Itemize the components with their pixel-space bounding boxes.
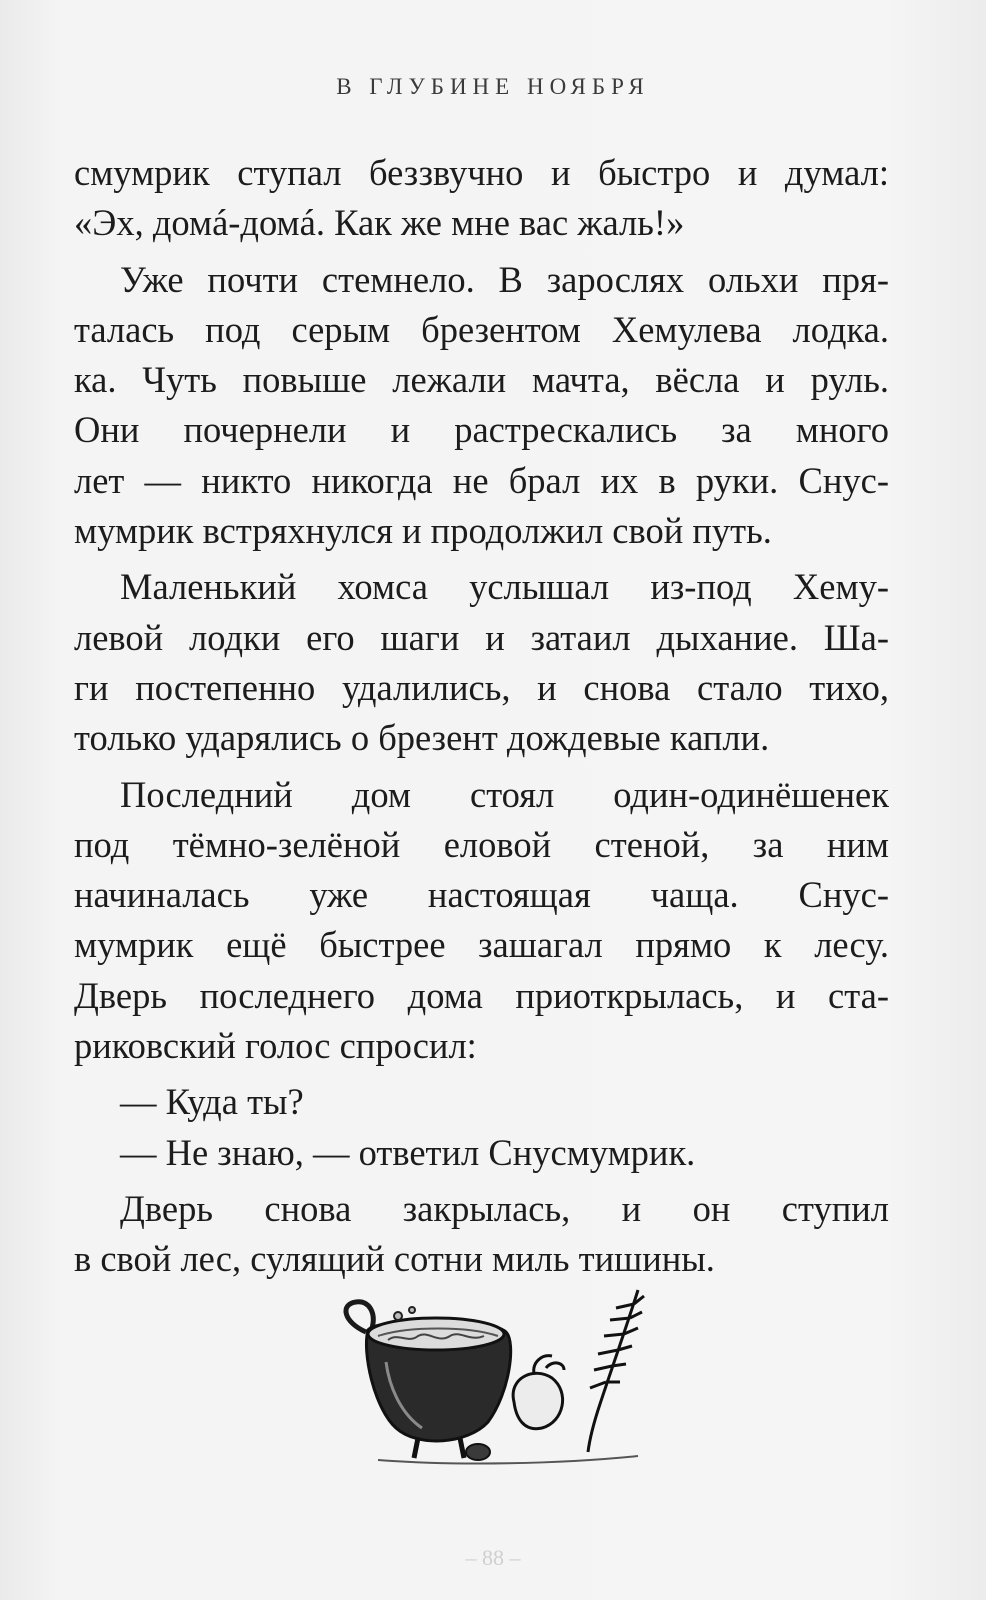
page-number: – 88 – xyxy=(465,1545,521,1570)
text-line: риковский голос спросил: xyxy=(74,1025,477,1067)
text-line: лет — никто никогда не брал их в руки. Снус- xyxy=(74,459,889,501)
text-line: Дверь последнего дома приоткрылась, и ста- xyxy=(74,974,889,1016)
text-line: Дверь снова закрылась, и он ступил xyxy=(120,1187,889,1229)
text-line: смумрик ступал беззвучно и быстро и думал: xyxy=(74,152,889,193)
running-head: В ГЛУБИНЕ НОЯБРЯ xyxy=(336,74,650,99)
text-line: левой лодки его шаги и затаил дыхание. Ша- xyxy=(74,616,889,658)
text-line: под тёмно-зелёной еловой стеной, за ним xyxy=(74,823,889,865)
text-line: «Эх, домá-домá. Как же мне вас жаль!» xyxy=(74,202,685,244)
text-line: талась под серым брезентом Хемулева лодка. xyxy=(74,308,889,350)
text-line: ка. Чуть повыше лежали мачта, вёсла и руль. xyxy=(74,359,889,401)
dialogue-line: — Не знаю, — ответил Снусмумрик. xyxy=(120,1131,696,1173)
dialogue-line: — Куда ты? xyxy=(120,1081,304,1123)
text-line: мумрик встряхнулся и продолжил свой путь. xyxy=(74,510,772,552)
body-text xyxy=(74,148,889,1285)
text-line: Уже почти стемнело. В зарослях ольхи пря- xyxy=(120,258,889,300)
text-line: Последний дом стоял один-одинёшенек xyxy=(120,773,889,815)
cooking-pot-and-fern-icon xyxy=(338,1282,668,1470)
text-line: Маленький хомса услышал из-под Хему- xyxy=(120,566,889,608)
text-line: ги постепенно удалились, и снова стало тихо, xyxy=(74,666,889,708)
text-line: начиналась уже настоящая чаща. Снус- xyxy=(74,874,889,916)
text-line: в свой лес, сулящий сотни миль тишины. xyxy=(74,1238,715,1280)
text-line: мумрик ещё быстрее зашагал прямо к лесу. xyxy=(74,924,889,966)
text-line: только ударялись о брезент дождевые капли. xyxy=(74,717,770,759)
text-line: Они почернели и растрескались за много xyxy=(74,409,889,451)
